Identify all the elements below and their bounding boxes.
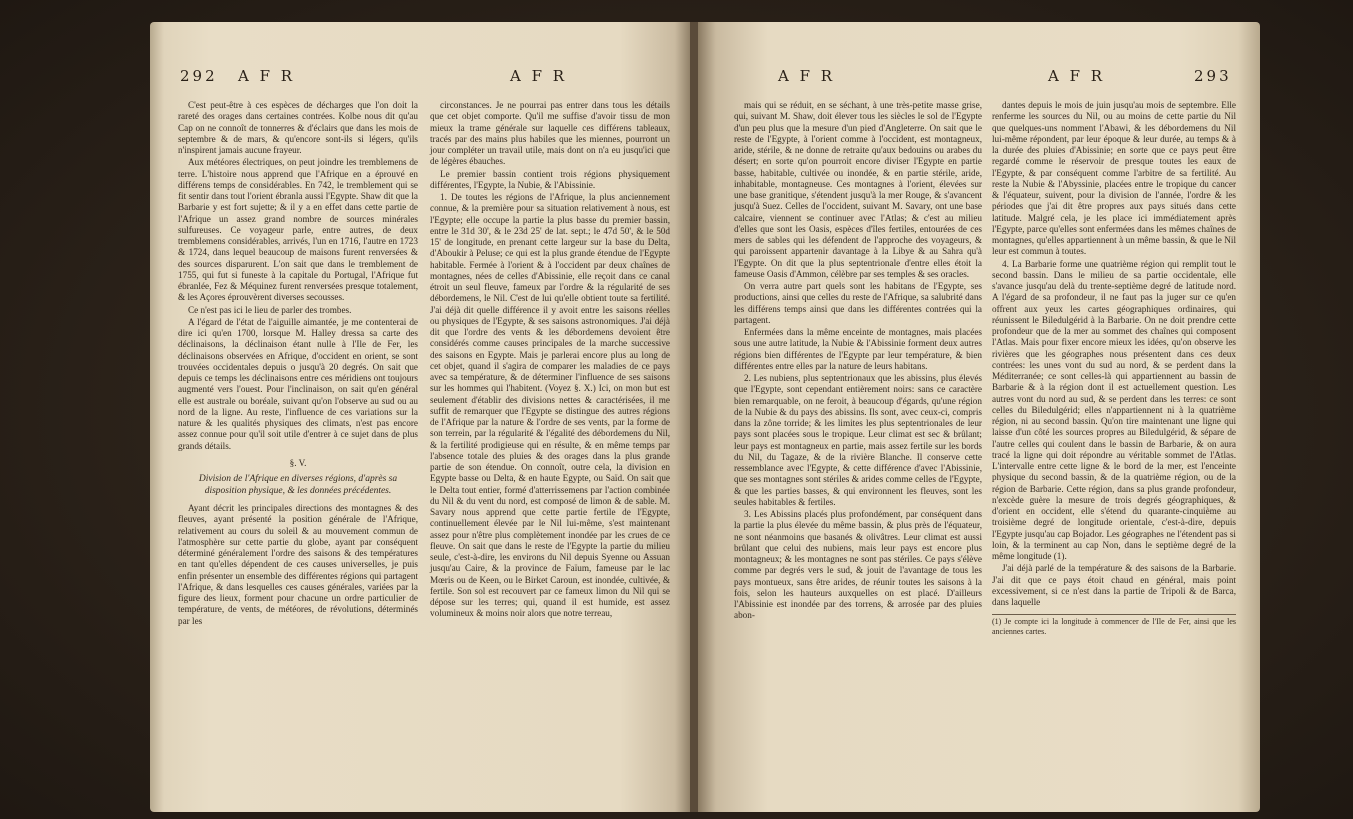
right-page-number: 293: [1194, 67, 1232, 85]
left-page: [150, 22, 692, 812]
paragraph: C'est peut-être à ces espèces de décharges que l'on doit la rareté des orages dans certaines contrées. Kolbe nous dit qu'au Cap on ne connoît de tonnerres & d'éclairs que dans les mois de septembre & de mars, & qu'encore sont-ils si légers, qu'ils n'inspirent jamais aucune frayeur.: [178, 100, 418, 155]
footnote: (1) Je compte ici la longitude à commencer de l'Ile de Fer, ainsi que les anciennes cartes.: [992, 614, 1236, 637]
open-book: [150, 22, 1260, 812]
paragraph: 4. La Barbarie forme une quatrième région qui remplit tout le second bassin. Dans le milieu de sa partie occidentale, elle s'avance jusqu'au delà du trente-septième degré de latitude nord. A l'égard de sa profondeur, il ne faut pas la juger sur ce qu'en offrent aux yeux les cartes géographiques ordinaires, qui réunissent le Biledulgérid à la Barbarie. On ne doit prendre cette profondeur que de la mer au sommet des chaînes qui composent l'Atlas. Mais pour fixer encore mieux les idées, qu'on observe les rivières que les géographes nous présentent dans ces deux contrées: les unes vont du sud au nord, & se perdent dans la Méditerranée; ce sont celles-là qui appartiennent au bassin de Barbarie & à la région dont il est actuellement question. Les autres vont du nord au sud, & se perdent dans les terres: ce sont celles du Biledulgérid; elles n'appartiennent ni à la quatrième région, ni au second bassin. Qu'on tire maintenant une ligne qui laisse d'un côté les sources propres au Biledulgérid, & sépare de l'autre celles qui coulent dans le bassin de Barbarie, & on aura tracé la ligne qui doit répondre au véritable sommet de l'Atlas. L'intervalle entre cette ligne & le bord de la mer, est l'enceinte physique du second bassin, & de la quatrième région, ou de la région de Barbarie. Cette région, dans sa plus grande profondeur, n'excède guère la mesure de trois degrés géographiques, & d'orient en occident, elle s'étend du quarante-cinquième au troisième degré de longitude orientale, c'est-à-dire, depuis l'Egypte jusqu'au cap Bojador. Les géographes ne l'étendent pas si loin, & la terminent au cap Non, dans le septième degré de la même longitude (1).: [992, 258, 1236, 561]
section-title: Division de l'Afrique en diverses régions, d'après sa disposition physique, & les données précédentes.: [198, 474, 398, 496]
paragraph: 1. De toutes les régions de l'Afrique, la plus anciennement connue, & la première pour sa situation relativement à nous, est l'Egypte; elle occupe la partie la plus basse du premier bassin, entre le 31d 30', & le 23d 25' de lat. sept.; le 47d 50', & le 50d 15' de longitude, en prenant cette largeur sur la base du Delta, d'Aboukir à Peluse; ce qui est la plus grande étendue de l'Egypte habitable. Fermée à l'orient & à l'occident par deux chaînes de montagnes, nées de celles d'Abissinie, elle reçoit dans ce canal étroit un seul fleuve, fameux par l'ordre & la régularité de ses débordemens, le Nil. C'est de lui qu'elle obtient toute sa fertilité. J'ai déjà dit quelle différence il y avoit entre les saisons réelles ou physiques de l'Egypte, & ses saisons astronomiques. J'ai déjà dit que l'ordre des vents & les débordemens devoient être considérés comme causes principales de la marche successive des saisons en Egypte. Mais je parlerai encore plus au long de cet objet, quand il s'agira de comparer les maladies de ce pays avec sa température, & de déterminer l'influence de ses saisons sur les hommes qui l'habitent. (Voyez §. X.) Ici, on mon but est seulement d'établir des divisions nettes & caractérisées, il me suffit de remarquer que l'Egypte se distingue des autres régions de l'Afrique par la nature & l'ordre de ses vents, par la forme de son terrein, par la régularité & l'égalité des débordemens du Nil, & la fertilité prodigieuse qui en résulte, & en même temps par l'absence totale des pluies & des orages dans la plus grande partie de son étendue. On connoît, outre cela, la division en Egypte basse ou Delta, & en haute Egypte, ou Saïd. On sait que le Delta tout entier, formé d'atterrissemens par l'action combinée du Nil & du vent du nord, est composé de limon & de sable. M. Savary nous apprend que cette partie fertile de l'Egypte, continuellement élevée par le Nil lui-même, s'est maintenant assez pour n'être plus complètement inondée par les crues de ce fleuve. On sait que dans le reste de l'Egypte la partie du milieu seule, c'est-à-dire, les environs du Nil depuis Syenne ou Assuan jusqu'au Caire, & la province de Faïum, fameuse par le lac Mœris ou de Keen, ou le Birket Caroun, est inondée, cultivée, & fertile. Son sol est recouvert par ce fameux limon du Nil qui se dépose sur les terres; qui, quand il est humide, est assez volumineux & moins noir alors que notre terreau,: [430, 192, 670, 619]
paragraph: A l'égard de l'état de l'aiguille aimantée, je me contenterai de dire ici qu'en 1700, lorsque M. Halley dressa sa carte des déclinaisons, la déclinaison étant nulle à l'Ile de Fer, les déclinaisons observées en Afrique, d'occident en orient, se sont trouvées occidentales depuis o jusqu'à 20 degrés. On sait que depuis ce temps les déclinaisons entre ces méridiens ont toujours augmenté vers l'ouest. Pour l'inclinaison, on sait qu'en général elle est australe ou boréale, suivant qu'on l'observe au sud ou au nord de la ligne. Au reste, l'influence de ces variations sur la nature & les qualités physiques des climats, n'est pas encore assez connue pour qu'il soit utile d'entrer à ce sujet dans de plus grands détails.: [178, 316, 418, 451]
left-header-left: A F R: [238, 67, 296, 85]
section-number: §. V.: [289, 457, 307, 468]
right-page: [698, 22, 1260, 812]
right-column-2: [992, 100, 1236, 637]
paragraph: Le premier bassin contient trois régions physiquement différentes, l'Egypte, la Nubie, & l'Abissinie.: [430, 168, 670, 190]
paragraph: On verra autre part quels sont les habitans de l'Egypte, ses productions, ainsi que celles du reste de l'Afrique, sa salubrité dans les différens temps ainsi que dans les différentes contrées qui la partagent.: [734, 281, 982, 325]
left-column-2: [430, 100, 670, 621]
paragraph: Enfermées dans la même enceinte de montagnes, mais placées sous une autre latitude, la Nubie & l'Abissinie forment deux autres régions bien différentes de l'Egypte par leur température, & bien différentes entre elles par la nature de leurs habitans.: [734, 327, 982, 371]
right-header-right: A F R: [1048, 67, 1106, 85]
left-column-1: [178, 100, 418, 628]
paragraph: 2. Les nubiens, plus septentrionaux que les abissins, plus élevés que l'Egypte, sont cependant entièrement noirs: sans ce caractère bien remarquable, on ne feroit, à beaucoup d'égards, qu'une région de la Nubie & du pays des abissins. Ils sont, avec ceux-ci, compris dans la zône torride; & les limites les plus septentrionales de leur pays sont placées sous le tropique. Leur climat est sec & brûlant; leur pays est montagneux en partie, mais assez fertile sur les bords du Nil, du Tagaze, & de la rivière Blanche. Il conserve cette ressemblance avec l'Egypte, & cette différence d'avec l'Abissinie, que ses montagnes sont stériles & arides comme celles de l'Egypte, & que les parties basses, & qui environnent les fleuves, sont les seules habitables & fertiles.: [734, 373, 982, 507]
paragraph: J'ai déjà parlé de la température & des saisons de la Barbarie. J'ai dit que ce pays étoit chaud en général, mais point excessivement, si ce n'est dans la partie de Tripoli & de Barca, dans laquelle: [992, 563, 1236, 607]
right-header-left: A F R: [778, 67, 836, 85]
paragraph: 3. Les Abissins placés plus profondément, par conséquent dans la partie la plus élevée du même bassin, & plus près de l'équateur, ne sont néanmoins que basanés & olivâtres. Leur climat est aussi brûlant que celui des nubiens, mais leur pays est encore plus montagneux; & les montagnes ne sont pas stériles. Ce pays s'élève comme par degrés vers le sud, & jouit de l'avantage de tous les pays montueux, sans être arides, de réunir toutes les saisons à la fois, selon les hauteurs auxquelles on est placé. D'ailleurs l'Abissinie est inondée par des torrens, & arrosée par des pluies abon-: [734, 509, 982, 621]
paragraph: dantes depuis le mois de juin jusqu'au mois de septembre. Elle renferme les sources du Nil, ou au moins de cette partie du Nil que quelques-uns nomment l'Abawi, & les débordemens du Nil lui-même répondent, par leur époque & leur durée, au temps & à la durée des pluies d'Abissinie; en sorte que ce pays peut être regardé comme le réservoir de presque toutes les eaux de l'Egypte, & par conséquent comme l'arbitre de sa fertilité. Au reste la Nubie & l'Abyssinie, placées entre le tropique du cancer & l'équateur, suivent, pour la division de l'année, l'ordre & les périodes que j'ai dit être propres aux pays situés dans cette latitude. Malgré cela, je les place ici immédiatement après l'Egypte, parce qu'elles sont enfermées dans les mêmes chaînes de montagnes, qu'elles appartiennent à un même bassin, & que le Nil leur est commun à toutes.: [992, 100, 1236, 257]
left-page-number: 292: [180, 67, 218, 85]
paragraph: Ce n'est pas ici le lieu de parler des trombes.: [188, 304, 352, 315]
paragraph: mais qui se réduit, en se séchant, à une très-petite masse grise, qui, suivant M. Shaw, doit élever tous les siècles le sol de l'Egypte d'un peu plus que la mesure d'un pied d'Angleterre. On sait que le reste de l'Egypte, à l'orient comme à l'occident, est montagneux, aride, stérile, & ne donne de retraite qu'aux bedouins ou arabes du désert; en sorte qu'on pourroit encore diviser l'Egypte en partie basse, habitable, cultivée ou inondée, & en partie stérile, aride, inhabitable, montagneuse. Ces montagnes à l'orient, élevées sur une base granitique, s'étendent jusqu'à la mer Rouge, & s'avancent jusqu'à Suez. Celles de l'occident, suivant M. Savary, ont une base calcaire, viennent se continuer avec l'Atlas; & c'est au milieu d'elles que sont les Oasis, espèces d'îles fertiles, entourées de ces mers de sables qui les défendent de l'approche des voyageurs, & qui paroissent appartenir davantage à la Libye & au Sahra qu'à l'Egypte. On dit que la plus septentrionale d'entre elles étoit la fameuse Oasis d'Ammon, célèbre par ses temples & ses oracles.: [734, 100, 982, 279]
right-column-1: [734, 100, 982, 623]
paragraph: Ayant décrit les principales directions des montagnes & des fleuves, ayant présenté la position générale de l'Afrique, relativement au cours du soleil & au mouvement commun de l'atmosphère sur cette partie du globe, ayant par conséquent déterminé généralement l'ordre des saisons & des températures en tant qu'elles dépendent de ces causes universelles, je puis enfin présenter un ensemble des différentes régions qui partagent l'Afrique, & dans lesquelles ces causes générales, variées par la figure des lieux, forment pour chacune un ordre particulier de température, de vents, de météores, de révolutions, déterminés par les: [178, 503, 418, 626]
paragraph: Aux météores électriques, on peut joindre les tremblemens de terre. L'histoire nous apprend que l'Afrique en a éprouvé en différens temps de considérables. En 742, le tremblement qui se fit sentir dans tout l'orient ébranla aussi l'Egypte. Shaw dit que la Barbarie y est fort sujette; & il y a en effet dans cette partie de l'Afrique un assez grand nombre de sources minérales sulfureuses. Ce voyageur parle, entre autres, de deux tremblemens considérables, arrivés, l'un en 1716, l'autre en 1723 & 1724, dans lequel beaucoup de maisons furent renversées & des sources disparurent. L'on sait que dans le tremblement de 1755, qui fut si funeste à la capitale du Portugal, l'Afrique fut ébranlée, Fez & Méquinez furent renversées presque totalement, & les Açores éprouvèrent diverses secousses.: [178, 157, 418, 303]
left-header-right: A F R: [510, 67, 568, 85]
paragraph: circonstances. Je ne pourrai pas entrer dans tous les détails que cet objet comporte. Qu'il me suffise d'avoir tissu de mon mieux la trame générale sur laquelle ces différens tableaux, tracés par des mains plus habiles que les miennes, pourront un jour compléter un travail utile, mais dont on n'a eu jusqu'ici que de légères ébauches.: [430, 100, 670, 167]
